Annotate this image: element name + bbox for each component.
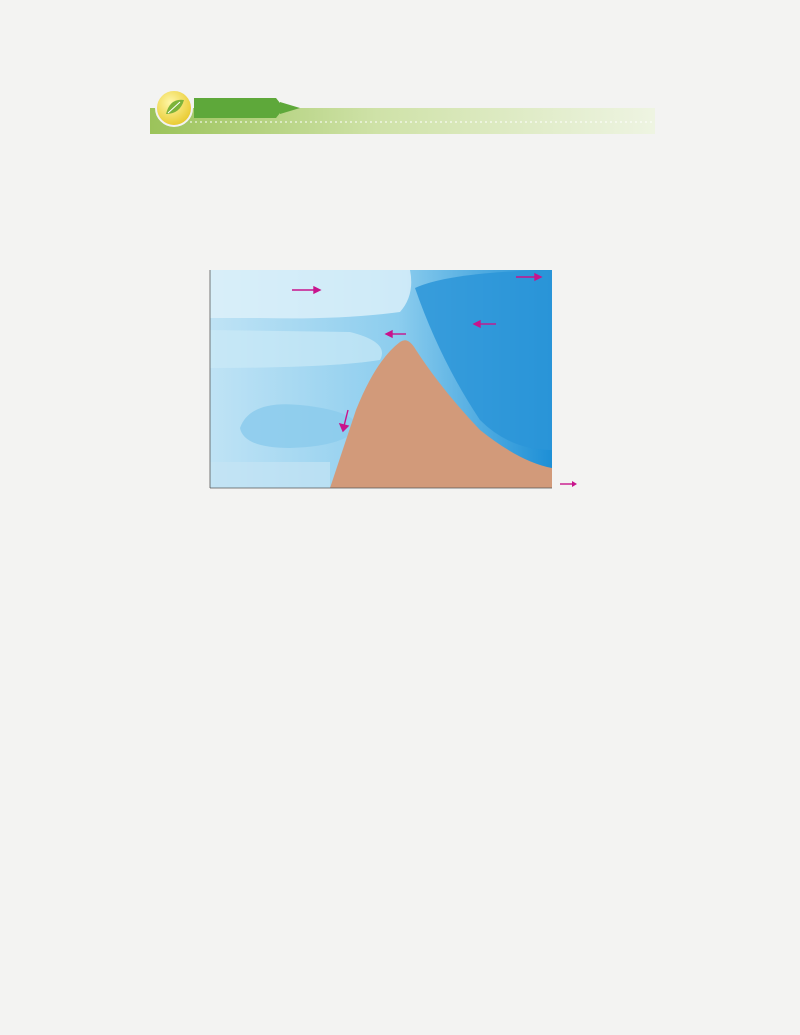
gibraltar-profile-figure [180,250,590,500]
figure-legend [560,388,650,494]
page-footer [538,818,544,838]
activity-banner [150,86,655,136]
